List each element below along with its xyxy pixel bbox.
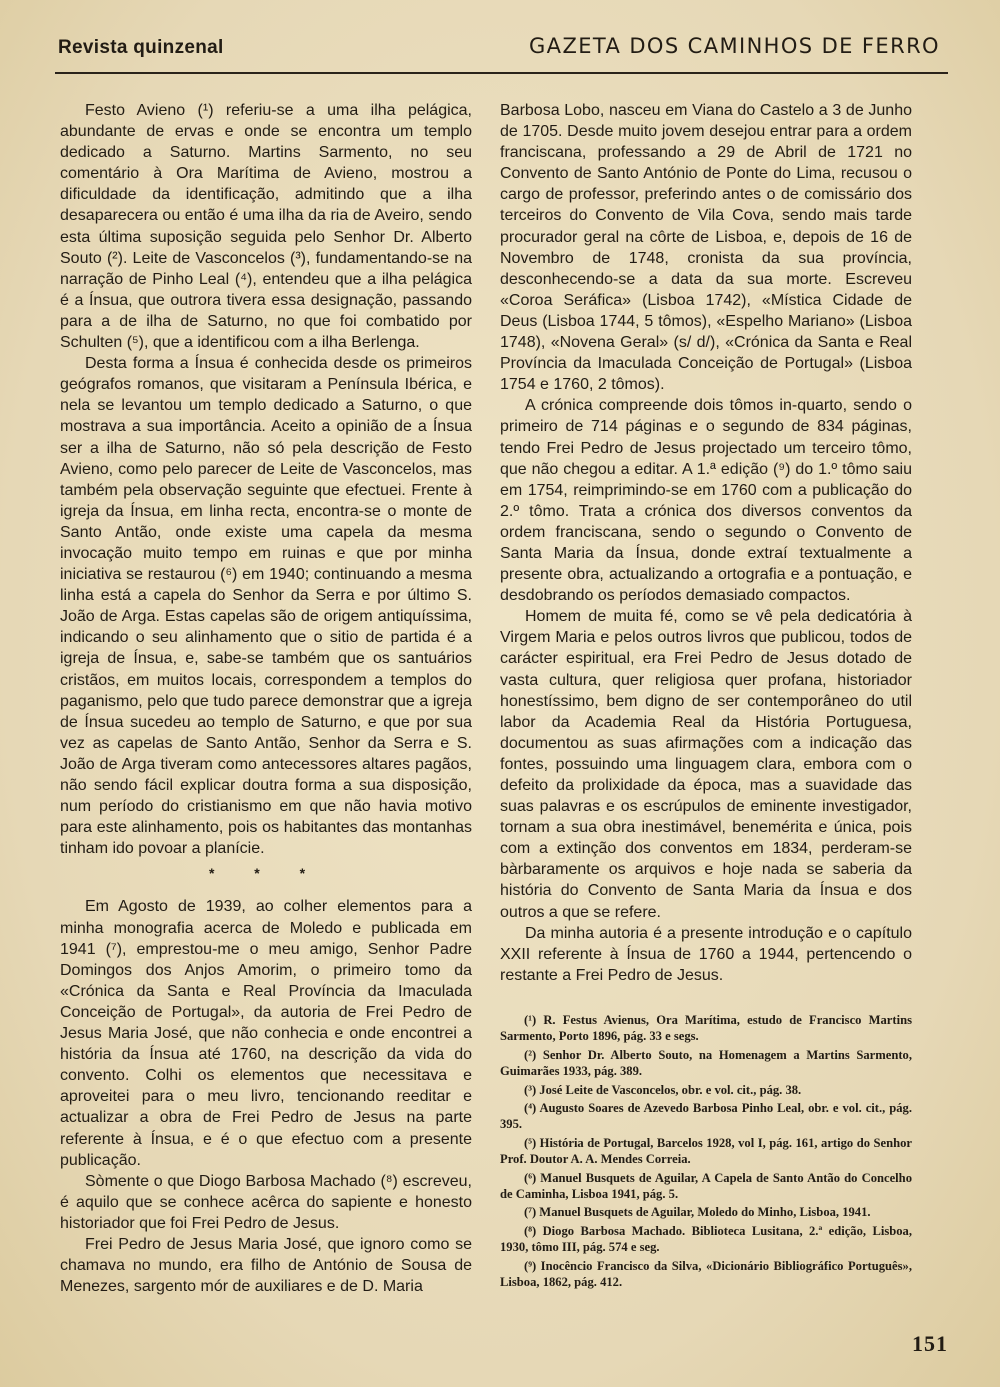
paragraph: A crónica compreende dois tômos in-quarto, sendo o primeiro de 714 páginas e o segundo de 834 páginas, tendo Frei Pedro de Jesus projectado um terceiro tômo, que não chegou a editar. A 1.ª edição (⁹) do 1.º tômo saiu em 1754, reimprimindo-se em 1760 com a publicação do 2.º tômo. Trata a crónica dos diversos conventos da ordem franciscana, sendo o segundo o Convento de Santa Maria da Ínsua, donde extraí textualmente a presente obra, actualizando a ortografia e a pontuação, e desdobrando os períodos demasiado compactos. (500, 397, 912, 605)
footnote: (¹) R. Festus Avienus, Ora Marítima, estudo de Francisco Martins Sarmento, Porto 1896, pág. 33 e segs. (500, 1012, 912, 1044)
paragraph: Em Agosto de 1939, ao colher elementos para a minha monografia acerca de Moledo e publicada em 1941 (⁷), emprestou-me o meu amigo, Senhor Padre Domingos dos Anjos Amorim, o primeiro tomo da «Crónica da Santa e Real Província da Imaculada Conceição de Portugal», da autoria de Frei Pedro de Jesus Maria José, que não conhecia e onde encontrei a história da Ínsua até 1760, na descrição da vida do convento. Colhi os elementos que necessitava e aproveitei para o meu livro, tencionando reeditar e actualizar a obra de Frei Pedro de Jesus na parte referente à Ínsua, e é o que efectuo com a presente publicação. (60, 898, 472, 1169)
footnote: (⁵) História de Portugal, Barcelos 1928, vol I, pág. 161, artigo do Senhor Prof. Doutor A. A. Mendes Correia. (500, 1135, 912, 1167)
paragraph: Festo Avieno (¹) referiu-se a uma ilha pelágica, abundante de ervas e onde se encontra um templo dedicado a Saturno. Martins Sarmento, no seu comentário à Ora Marítima de Avieno, mostrou a dificuldade da identificação, admitindo que a ilha desaparecera ou então é uma ilha da ria de Aveiro, sendo esta última suposição seguida pelo Senhor Dr. Alberto Souto (²). Leite de Vasconcelos (³), fundamentando-se na narração de Pinho Leal (⁴), entendeu que a ilha pelágica é a Ínsua, que outrora tivera essa designação, passando para a de ilha de Saturno, no que foi combatido por Schulten (⁵), que a identificou com a ilha Berlenga. (60, 102, 472, 352)
paragraph: Homem de muita fé, como se vê pela dedicatória à Virgem Maria e pelos outros livros que publicou, todos de carácter espiritual, era Frei Pedro de Jesus dotado de vasta cultura, quer religiosa quer profana, historiador honestíssimo, bem digno de ser contemporâneo do util labor da Academia Real da História Portuguesa, documentou as suas afirmações com a indicação das fontes, possuindo uma linguagem clara, embora com o defeito da prolixidade da época, mas a suavidade das suas palavras e os escrúpulos de eminente investigador, tornam a sua obra inestimável, benemérita e única, pois com a extinção dos conventos em 1834, perderam-se bàrbaramente os arquivos e hoje nada se saberia da história do Convento de Santa Maria da Ínsua e dos outros a que se refere. (500, 608, 912, 921)
paragraph: Sòmente o que Diogo Barbosa Machado (⁸) escreveu, é aquilo que se conhece acêrca do sapiente e honesto historiador que foi Frei Pedro de Jesus. (60, 1172, 472, 1232)
footnote: (⁶) Manuel Busquets de Aguilar, A Capela de Santo Antão do Concelho de Caminha, Lisboa 1941, pág. 5. (500, 1170, 912, 1201)
paragraph: Frei Pedro de Jesus Maria José, que ignoro como se chamava no mundo, era filho de António de Sousa de Menezes, sargento mór de auxiliares e de D. Maria (60, 1235, 472, 1296)
footnote: (²) Senhor Dr. Alberto Souto, na Homenagem a Martins Sarmento, Guimarães 1933, pág. 389. (500, 1047, 912, 1079)
footnote: (⁷) Manuel Busquets de Aguilar, Moledo do Minho, Lisboa, 1941. (524, 1205, 871, 1220)
footnotes (500, 1012, 912, 1291)
footnote: (³) José Leite de Vasconcelos, obr. e vol. cit., pág. 38. (524, 1082, 802, 1097)
left-column (60, 100, 472, 1297)
right-column (500, 100, 912, 1292)
footnote: (⁸) Diogo Barbosa Machado. Biblioteca Lusitana, 2.ª edição, Lisboa, 1930, tômo III, pág. 574 e seg. (500, 1223, 912, 1255)
header-left: Revista quinzenal (58, 37, 224, 58)
section-separator: * * * (208, 865, 324, 882)
header-right: GAZETA DOS CAMINHOS DE FERRO (529, 34, 940, 58)
footnote: (⁴) Augusto Soares de Azevedo Barbosa Pinho Leal, obr. e vol. cit., pág. 395. (500, 1100, 912, 1132)
page-number: 151 (912, 1331, 948, 1356)
running-header (58, 34, 940, 66)
paragraph: Desta forma a Ínsua é conhecida desde os primeiros geógrafos romanos, que visitaram a Península Ibérica, e nela se levantou um templo dedicado a Saturno, o que mostrava a sua importância. Aceito a opinião de a Ínsua ser a ilha de Saturno, não só pela descrição de Festo Avieno, como pelo parecer de Leite de Vasconcelos, mas também pela observação seguinte que efectuei. Frente à igreja da Ínsua, em linha recta, encontra-se o monte de Santo Antão, onde existe uma capela da mesma invocação muito tempo em ruinas e que por minha iniciativa se restaurou (⁶) em 1940; continuando a mesma linha está a capela do Senhor da Serra e por último S. João de Arga. Estas capelas são de origem antiquíssima, indicando o seu alinhamento que o sitio de partida é a igreja de Ínsua, e, sabe-se também que os santuários cristãos, em muitos locais, correspondem a templos do paganismo, pelo que tudo parece demonstrar que a igreja de Ínsua sucedeu ao templo de Saturno, e que por sua vez as capelas de Santo Antão, Senhor da Serra e S. João de Arga tiveram como antecessores altares pagãos, não sendo fácil explicar doutra forma a sua disposição, num período do cristianismo em que não havia motivo para este alinhamento, pois os habitantes das montanhas tinham ido povoar a planície. (60, 355, 472, 858)
paragraph: Barbosa Lobo, nasceu em Viana do Castelo a 3 de Junho de 1705. Desde muito jovem desejou entrar para a ordem franciscana, professando a 29 de Abril de 1721 no Convento de Santo António de Ponte do Lima, recusou o cargo de professor, preferindo antes o de comissário dos terceiros do Convento de Vila Cova, sendo mais tarde procurador geral na côrte de Lisboa, e, depois de 16 de Novembro de 1748, cronista da sua província, desconhecendo-se a data da sua morte. Escreveu «Coroa Seráfica» (Lisboa 1742), «Mística Cidade de Deus (Lisboa 1744, 5 tômos), «Espelho Mariano» (Lisboa 1748), «Novena Geral» (s/ d/), «Crónica da Santa e Real Província da Imaculada Conceição de Portugal» (Lisboa 1754 e 1760, 2 tômos). (500, 102, 912, 394)
header-rule (55, 72, 948, 74)
paragraph: Da minha autoria é a presente introdução e o capítulo XXII referente à Ínsua de 1760 a 1944, pertencendo o restante a Frei Pedro de Jesus. (500, 924, 912, 984)
footnote: (⁹) Inocêncio Francisco da Silva, «Dicionário Bibliográfico Português», Lisboa, 1862, pág. 412. (500, 1258, 912, 1290)
